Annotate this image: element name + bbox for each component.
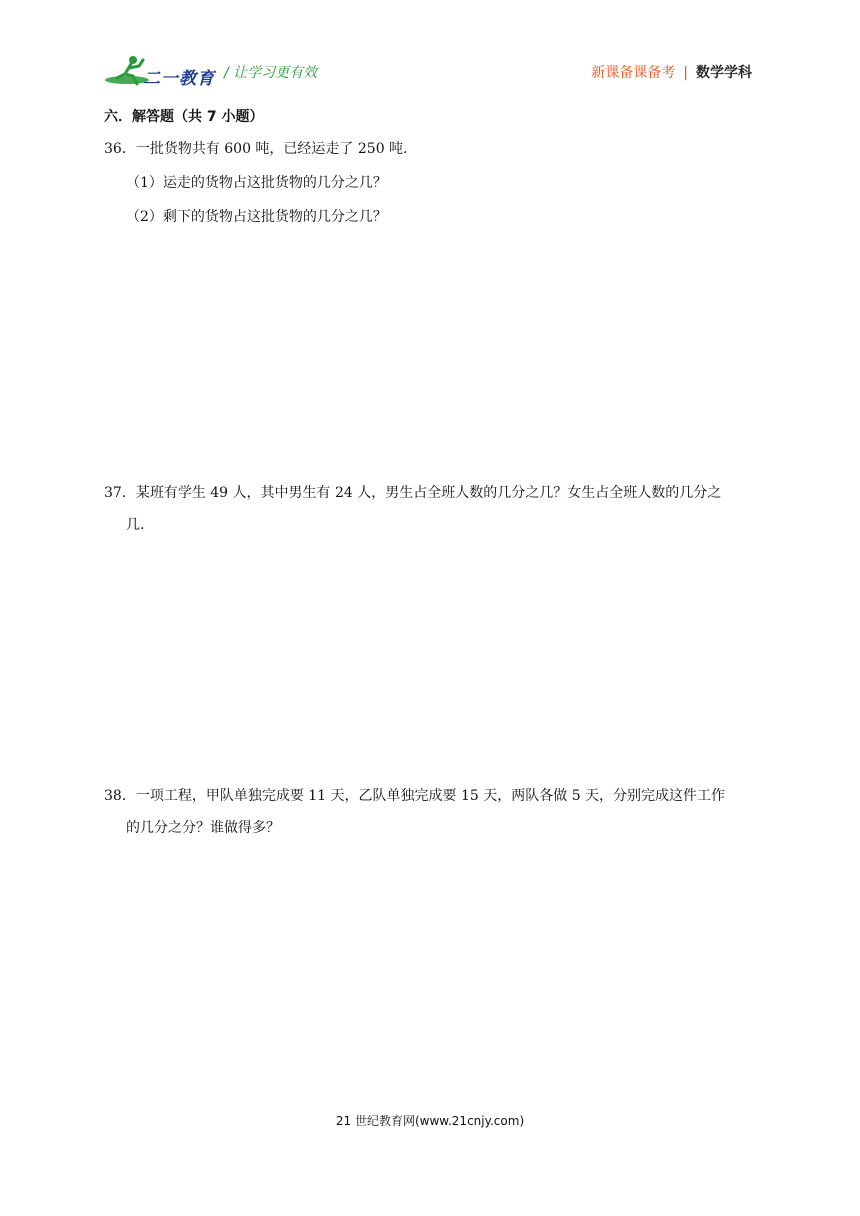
question-36-sub-2: （2）剩下的货物占这批货物的几分之几？ [126,209,387,225]
page-footer: 21 世纪教育网(www.21cnjy.com) [335,1114,525,1128]
header-right [591,62,752,82]
header-separator: | [683,65,688,81]
logo-text: 二一教育 [143,69,215,89]
question-37-line-1: 37．某班有学生 49 人，其中男生有 24 人，男生占全班人数的几分之几？女生占全班人数的几分之 [104,485,722,501]
header-subject: 数学学科 [696,65,752,81]
question-36: 36．一批货物共有 600 吨，已经运走了 250 吨． [104,141,418,157]
question-38 [104,780,764,844]
question-37-line-2: 几． [126,517,154,533]
section-title: 六．解答题（共 7 小题） [104,109,264,125]
question-38-line-2: 的几分之分？谁做得多？ [126,820,280,836]
header-tagline: 新课备课备考 [591,65,676,81]
question-38-line-1: 38．一项工程，甲队单独完成要 11 天，乙队单独完成要 15 天，两队各做 5 天，分别完成这件工作 [104,788,726,804]
question-36-sub-1: （1）运走的货物占这批货物的几分之几？ [126,175,387,191]
page-header [0,0,860,100]
header-slogan: / 让学习更有效 [224,65,318,81]
question-37 [104,477,764,541]
